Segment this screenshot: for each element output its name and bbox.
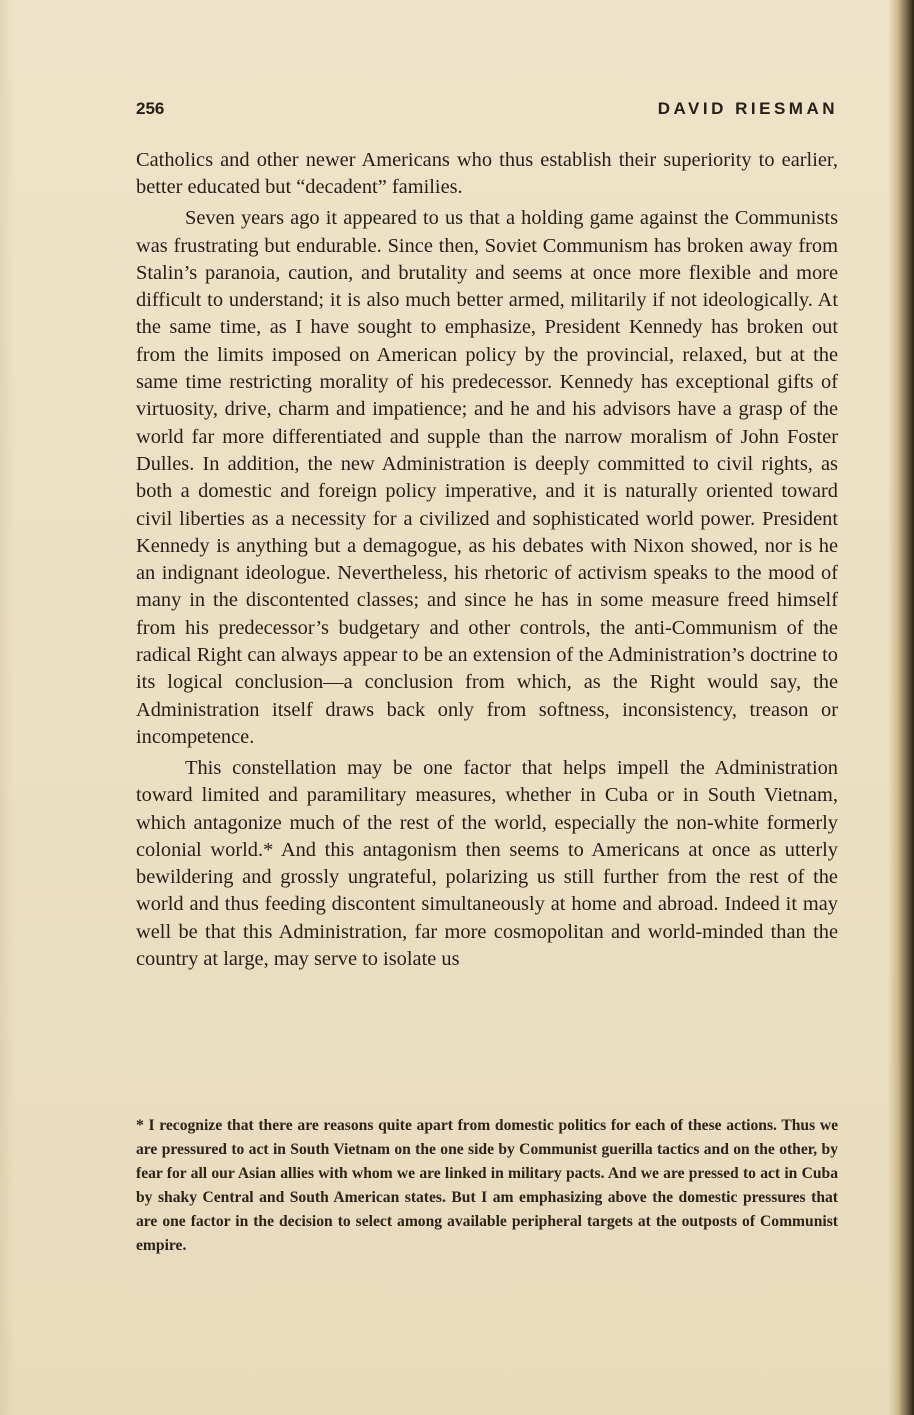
page-header (136, 99, 838, 129)
body-text (136, 147, 838, 973)
page-number: 256 (136, 99, 165, 118)
paragraph: Seven years ago it appeared to us that a holding game against the Communists was frustrating but endurable. Since then, Soviet Communism has broken away from Stalin’s paranoia, caution, and brutality and seems at once more flexible and more difficult to understand; it is also much better armed, militarily if not ideologically. At the same time, as I have sought to emphasize, President Kennedy has broken out from the limits imposed on American policy by the provincial, relaxed, but at the same time restricting morality of his predecessor. Kennedy has exceptional gifts of virtuosity, drive, charm and impatience; and he and his advisors have a grasp of the world far more differentiated and supple than the narrow moralism of John Foster Dulles. In addition, the new Administration is deeply committed to civil rights, as both a domestic and foreign policy imperative, and it is naturally oriented toward civil liberties as a necessity for a civilized and sophisticated world power. President Kennedy is anything but a demagogue, as his debates with Nixon showed, nor is he an indignant ideologue. Nevertheless, his rhetoric of activism speaks to the mood of many in the discontented classes; and since he has in some measure freed himself from his predecessor’s budgetary and other controls, the anti-Communism of the radical Right can always appear to be an extension of the Administration’s doctrine to its logical conclusion—a conclusion from which, as the Right would say, the Administration itself draws back only from softness, inconsistency, treason or incompetence. (136, 207, 838, 748)
running-head-author: DAVID RIESMAN (657, 99, 838, 118)
paragraph-continued: Catholics and other newer Americans who thus establish their superiority to earlier, better educated but “decadent” families. (136, 149, 838, 199)
paragraph: This constellation may be one factor that helps impell the Administration toward limited and paramilitary measures, whether in Cuba or in South Vietnam, which antagonize much of the rest of the world, especially the non-white formerly colonial world.* And this antagonism then seems to Americans at once as utterly bewildering and grossly ungrateful, polarizing us still further from the rest of the world and thus feeding discontent simultaneously at home and abroad. Indeed it may well be that this Administration, far more cosmopolitan and world-minded than the country at large, may serve to isolate us (136, 756, 838, 970)
footnote: * I recognize that there are reasons quite apart from domestic politics for each of these actions. Thus we are pressured to act in South Vietnam on the one side by Communist guerilla tactics and on the other, by fear for all our Asian allies with whom we are linked in military pacts. And we are pressed to act in Cuba by shaky Central and South American states. But I am emphasizing above the domestic pressures that are one factor in the decision to select among available peripheral targets at the outposts of Communist empire. (136, 1117, 838, 1254)
book-spine-shadow (888, 0, 914, 1415)
